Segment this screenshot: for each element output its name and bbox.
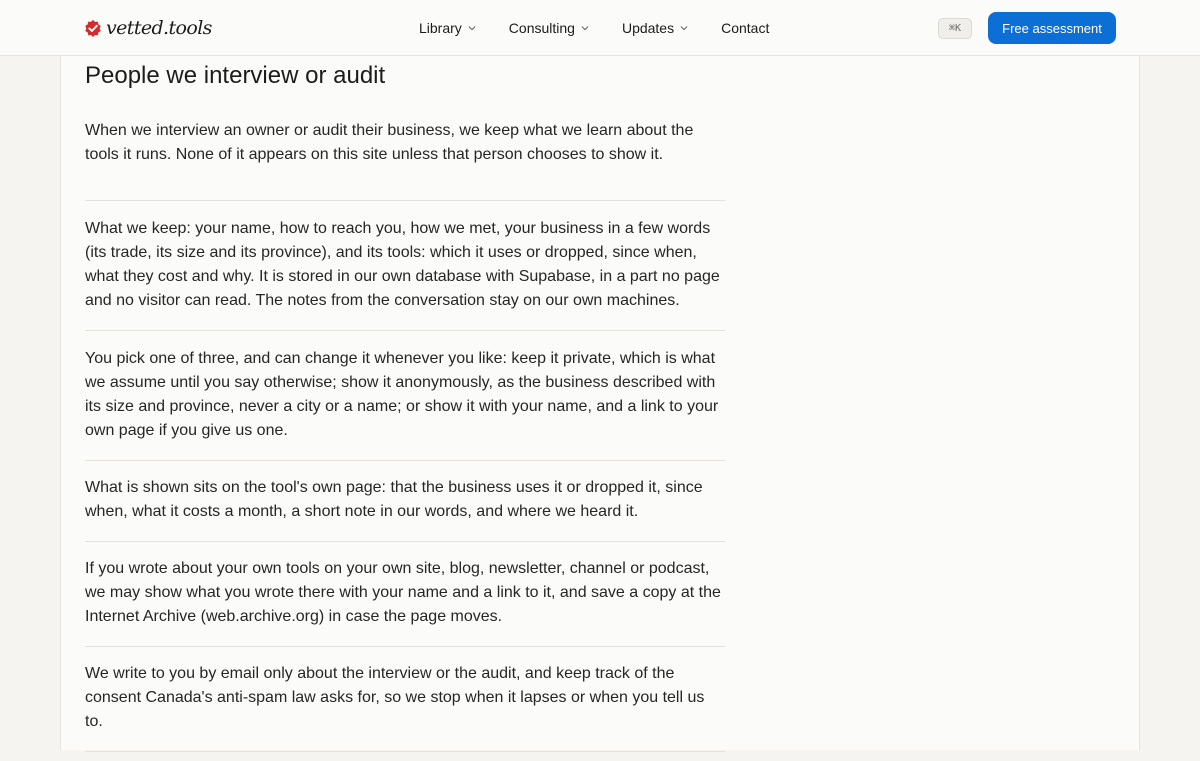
nav-item-label: Contact [721, 20, 770, 36]
brand-logo-link[interactable] [84, 16, 212, 40]
section-divider [85, 751, 725, 761]
free-assessment-button[interactable]: Free assessment [988, 12, 1116, 44]
section-what-we-keep: What we keep: your name, how to reach you, how we met, your business in a few words (its trade, its size and its province), and its tools: which it uses or dropped, since when, what they cost and why. It is stored in our own database with Supabase, in a part no page and no visitor can read. The notes from the conversation stay on our own machines. [85, 200, 725, 330]
chevron-down-icon [468, 24, 476, 32]
nav-item-contact[interactable] [721, 20, 769, 36]
nav-item-updates[interactable] [622, 20, 688, 36]
brand-name: vetted.tools [106, 17, 212, 39]
page-content [60, 56, 1140, 750]
nav-item-label: Updates [621, 20, 675, 36]
section-visibility-choice: You pick one of three, and can change it whenever you like: keep it private, which is what we assume until you say otherwise; show it anonymously, as the business described with its size and province, never a city or a name; or show it with your name, and a link to your own page if you give us one. [85, 330, 725, 460]
page-title: People we interview or audit [85, 62, 386, 89]
intro-paragraph: When we interview an owner or audit their business, we keep what we learn about the tools it runs. None of it appears on this site unless that person chooses to show it. [85, 122, 694, 163]
top-navigation-bar [0, 0, 1200, 56]
search-shortcut-button[interactable]: ⌘K [938, 18, 972, 39]
privacy-article [85, 56, 725, 761]
nav-item-library[interactable] [419, 20, 476, 36]
nav-item-consulting[interactable] [509, 20, 589, 36]
section-email-consent: We write to you by email only about the interview or the audit, and keep track of the consent Canada's anti-spam law asks for, so we stop when it lapses or when you tell us to. [85, 646, 725, 751]
nav-item-label: Consulting [508, 20, 575, 36]
section-what-is-shown: What is shown sits on the tool's own page: that the business uses it or dropped it, since when, what it costs a month, a short note in our words, and where we heard it. [85, 460, 725, 541]
main-nav [419, 16, 769, 40]
verified-badge-icon [84, 19, 102, 37]
nav-item-label: Library [419, 20, 462, 36]
section-own-writing: If you wrote about your own tools on your own site, blog, newsletter, channel or podcast, we may show what you wrote there with your name and a link to it, and save a copy at the Internet Archive (web.archive.org) in case the page moves. [85, 541, 725, 646]
chevron-down-icon [680, 24, 688, 32]
chevron-down-icon [581, 24, 589, 32]
